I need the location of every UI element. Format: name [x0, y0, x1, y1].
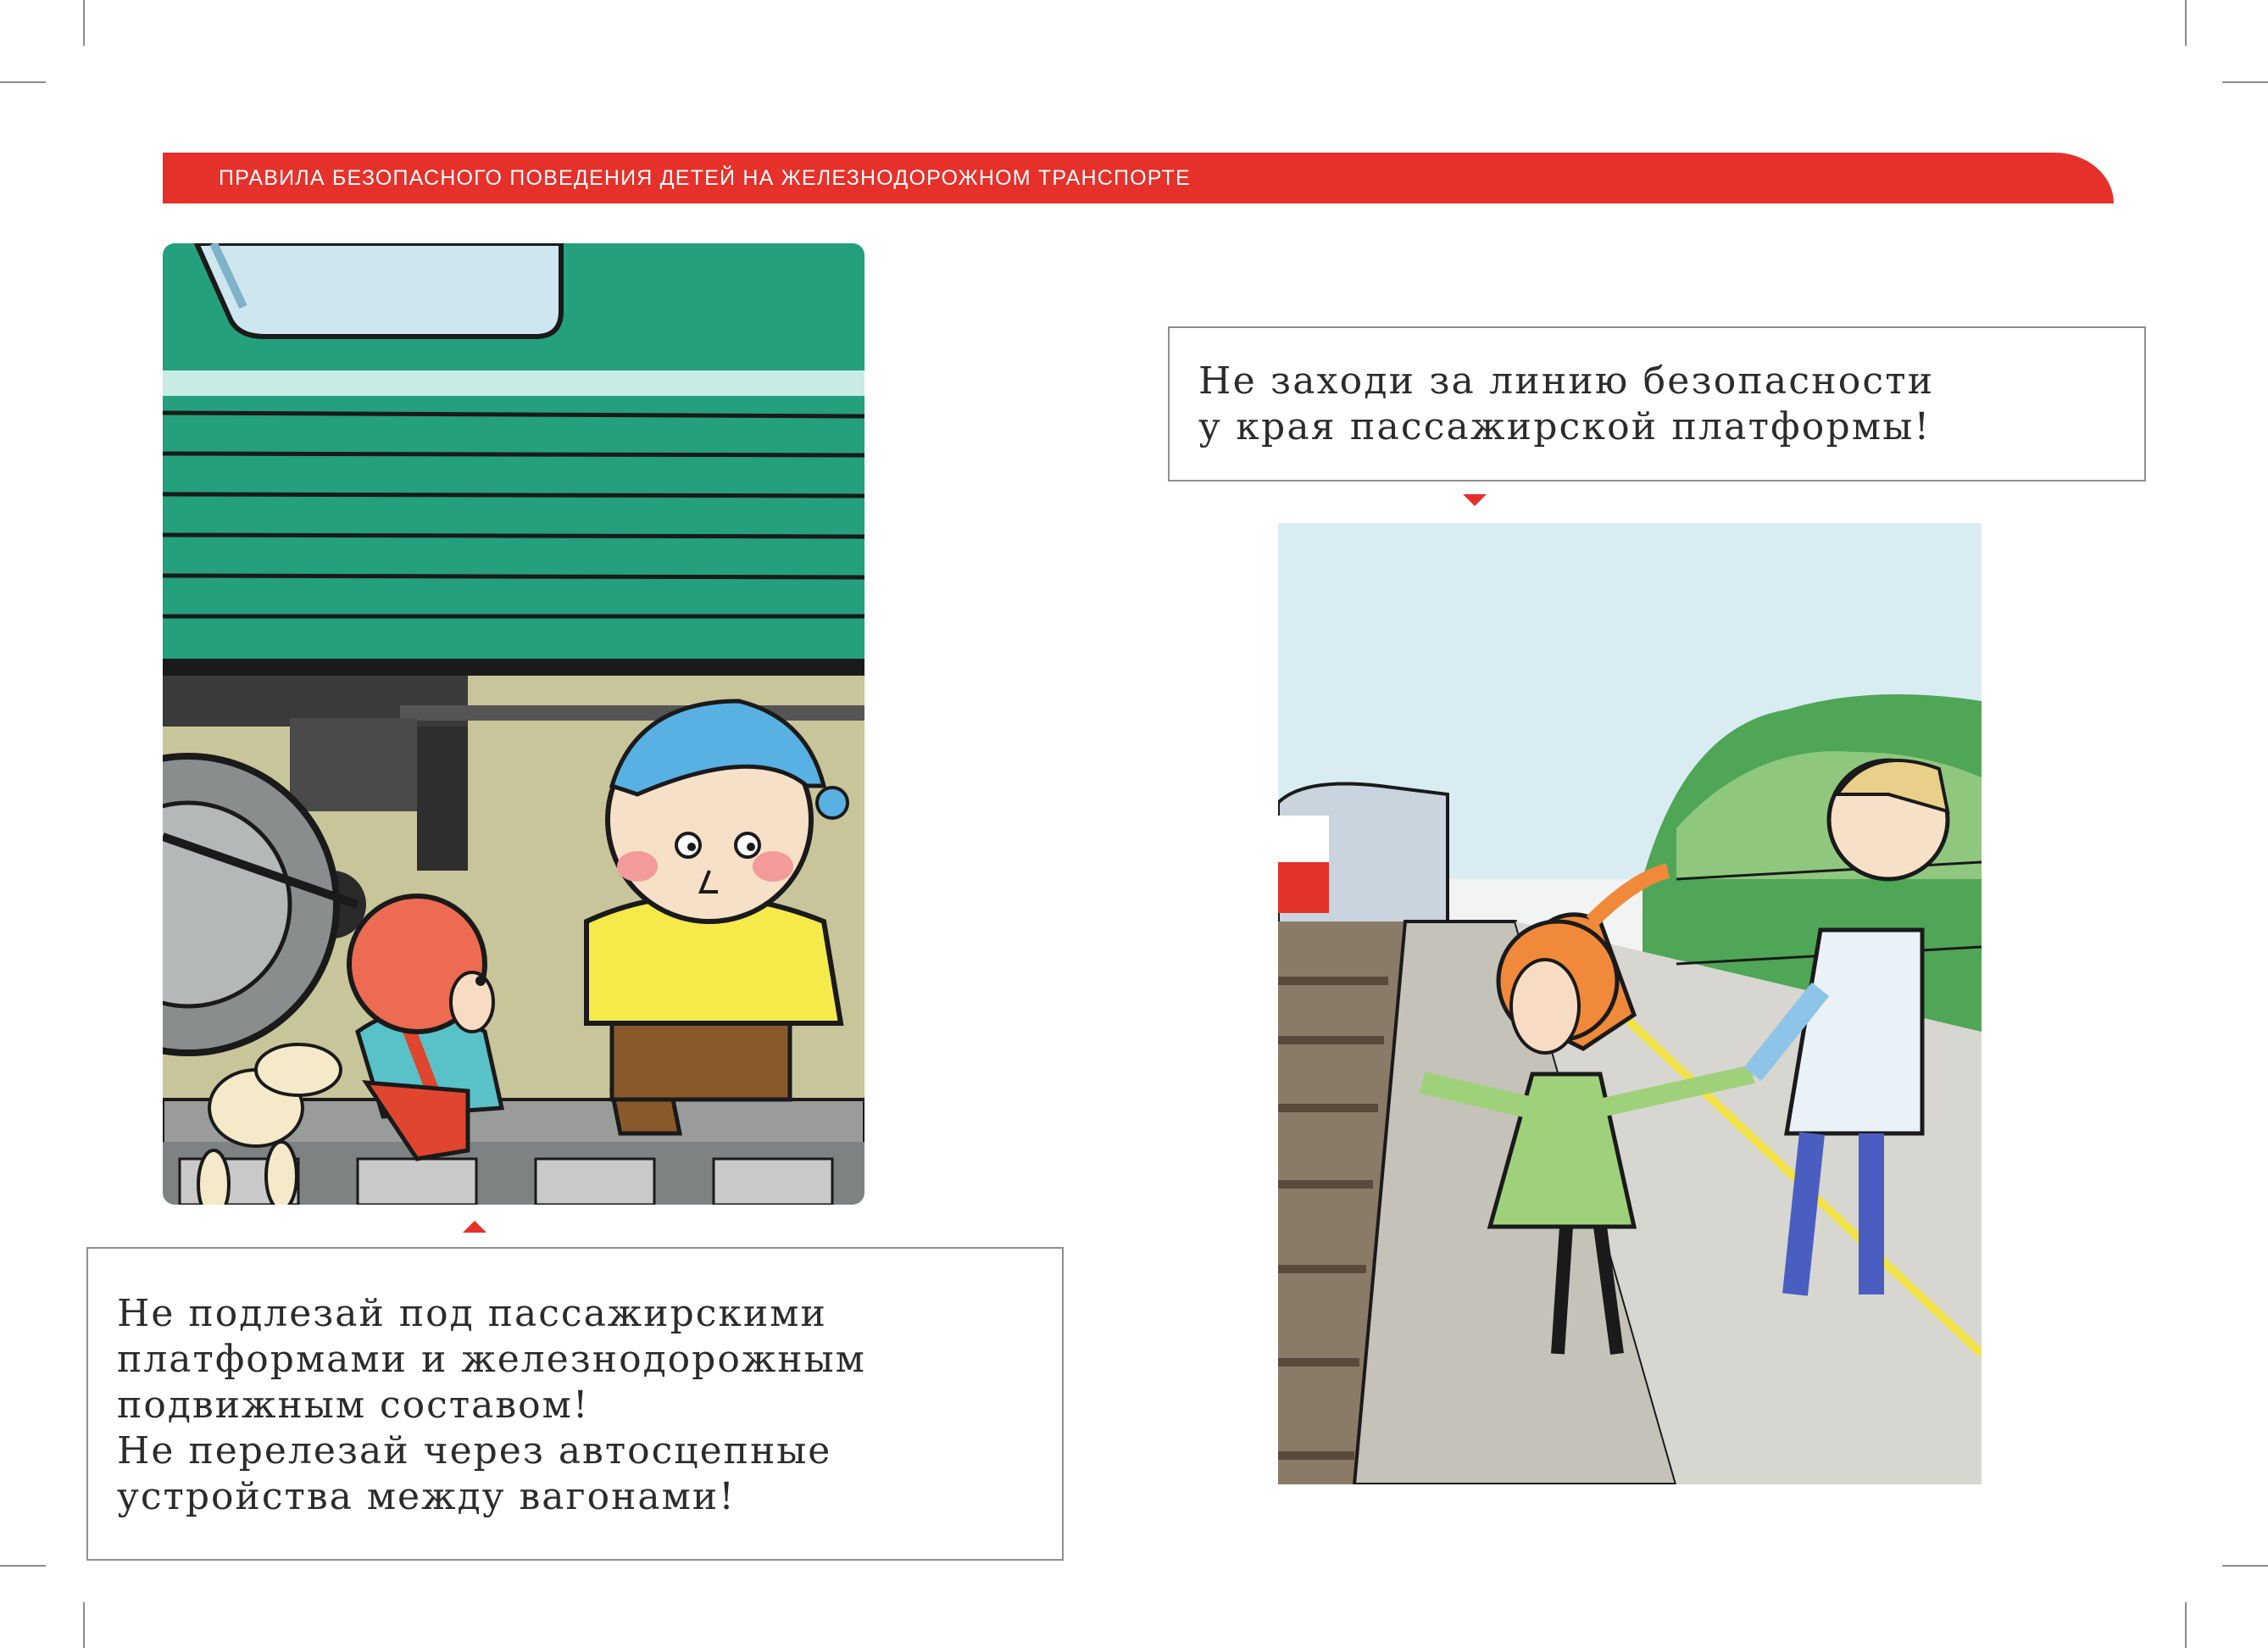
callout-platform-safety [1168, 326, 2146, 482]
callout-pointer-up [463, 1221, 486, 1233]
callout-line: устройства между вагонами! [117, 1475, 736, 1518]
callout-pointer-down [1463, 494, 1487, 506]
callout-line: у края пассажирской платформы! [1198, 405, 1932, 448]
crop-mark [2222, 1565, 2268, 1567]
crop-mark [83, 0, 85, 46]
header-bar [163, 153, 2114, 203]
crop-mark [2222, 81, 2268, 83]
callout-under-train-warning [86, 1247, 1064, 1561]
crop-mark [0, 1565, 46, 1567]
callout-line: подвижным составом! [117, 1384, 590, 1427]
crop-mark [0, 81, 46, 83]
children-on-platform-edge-illustration [1278, 523, 1982, 1484]
header-title: ПРАВИЛА БЕЗОПАСНОГО ПОВЕДЕНИЯ ДЕТЕЙ НА ЖЕЛЕЗНОДОРОЖНОМ ТРАНСПОРТЕ [219, 166, 1191, 190]
callout-line: Не подлезай под пассажирскими [117, 1292, 827, 1335]
crop-mark [2185, 0, 2187, 46]
callout-line: платформами и железнодорожным [117, 1338, 866, 1381]
crop-mark [2185, 1602, 2187, 1648]
callout-line: Не заходи за линию безопасности [1198, 359, 1935, 403]
crop-mark [83, 1602, 85, 1648]
children-under-train-illustration [163, 243, 864, 1205]
callout-line: Не перелезай через автосцепные [117, 1429, 832, 1473]
